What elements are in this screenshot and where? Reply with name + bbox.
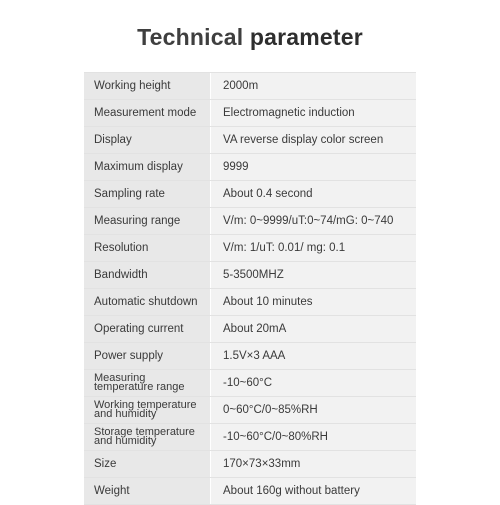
row-label: Power supply: [84, 343, 210, 369]
parameter-table: [84, 72, 416, 505]
table-row: [84, 235, 416, 262]
row-label: Measuring temperature range: [84, 370, 210, 396]
row-label: Resolution: [84, 235, 210, 261]
row-label: Weight: [84, 478, 210, 504]
row-label: Display: [84, 127, 210, 153]
page-title: [0, 24, 500, 51]
row-value: 5-3500MHZ: [210, 262, 416, 288]
page-title-first: Technical: [137, 24, 244, 50]
table-row: [84, 262, 416, 289]
table-row: [84, 127, 416, 154]
row-value: VA reverse display color screen: [210, 127, 416, 153]
table-row: [84, 343, 416, 370]
row-label: Operating current: [84, 316, 210, 342]
row-value: -10~60°C: [210, 370, 416, 396]
row-value: About 160g without battery: [210, 478, 416, 504]
table-row: [84, 397, 416, 424]
table-row: [84, 424, 416, 451]
row-value: Electromagnetic induction: [210, 100, 416, 126]
row-label: Measuring range: [84, 208, 210, 234]
row-value: 1.5V×3 AAA: [210, 343, 416, 369]
table-row: [84, 100, 416, 127]
table-row: [84, 181, 416, 208]
table-row: [84, 154, 416, 181]
table-row: [84, 316, 416, 343]
row-value: V/m: 0~9999/uT:0~74/mG: 0~740: [210, 208, 416, 234]
row-value: -10~60°C/0~80%RH: [210, 424, 416, 450]
row-value: V/m: 1/uT: 0.01/ mg: 0.1: [210, 235, 416, 261]
row-label: Working height: [84, 73, 210, 99]
table-row: [84, 478, 416, 505]
table-row: [84, 72, 416, 100]
row-label: Sampling rate: [84, 181, 210, 207]
row-value: 2000m: [210, 73, 416, 99]
row-label: Size: [84, 451, 210, 477]
row-label: Maximum display: [84, 154, 210, 180]
row-value: 9999: [210, 154, 416, 180]
row-label: Measurement mode: [84, 100, 210, 126]
row-value: About 20mA: [210, 316, 416, 342]
row-value: About 10 minutes: [210, 289, 416, 315]
row-value: 0~60°C/0~85%RH: [210, 397, 416, 423]
page-title-second: parameter: [249, 24, 363, 50]
table-row: [84, 451, 416, 478]
row-label: Bandwidth: [84, 262, 210, 288]
row-label: Storage temperature and humidity: [84, 424, 210, 450]
row-label: Automatic shutdown: [84, 289, 210, 315]
table-row: [84, 370, 416, 397]
table-row: [84, 208, 416, 235]
row-label: Working temperature and humidity: [84, 397, 210, 423]
row-value: 170×73×33mm: [210, 451, 416, 477]
row-value: About 0.4 second: [210, 181, 416, 207]
table-row: [84, 289, 416, 316]
